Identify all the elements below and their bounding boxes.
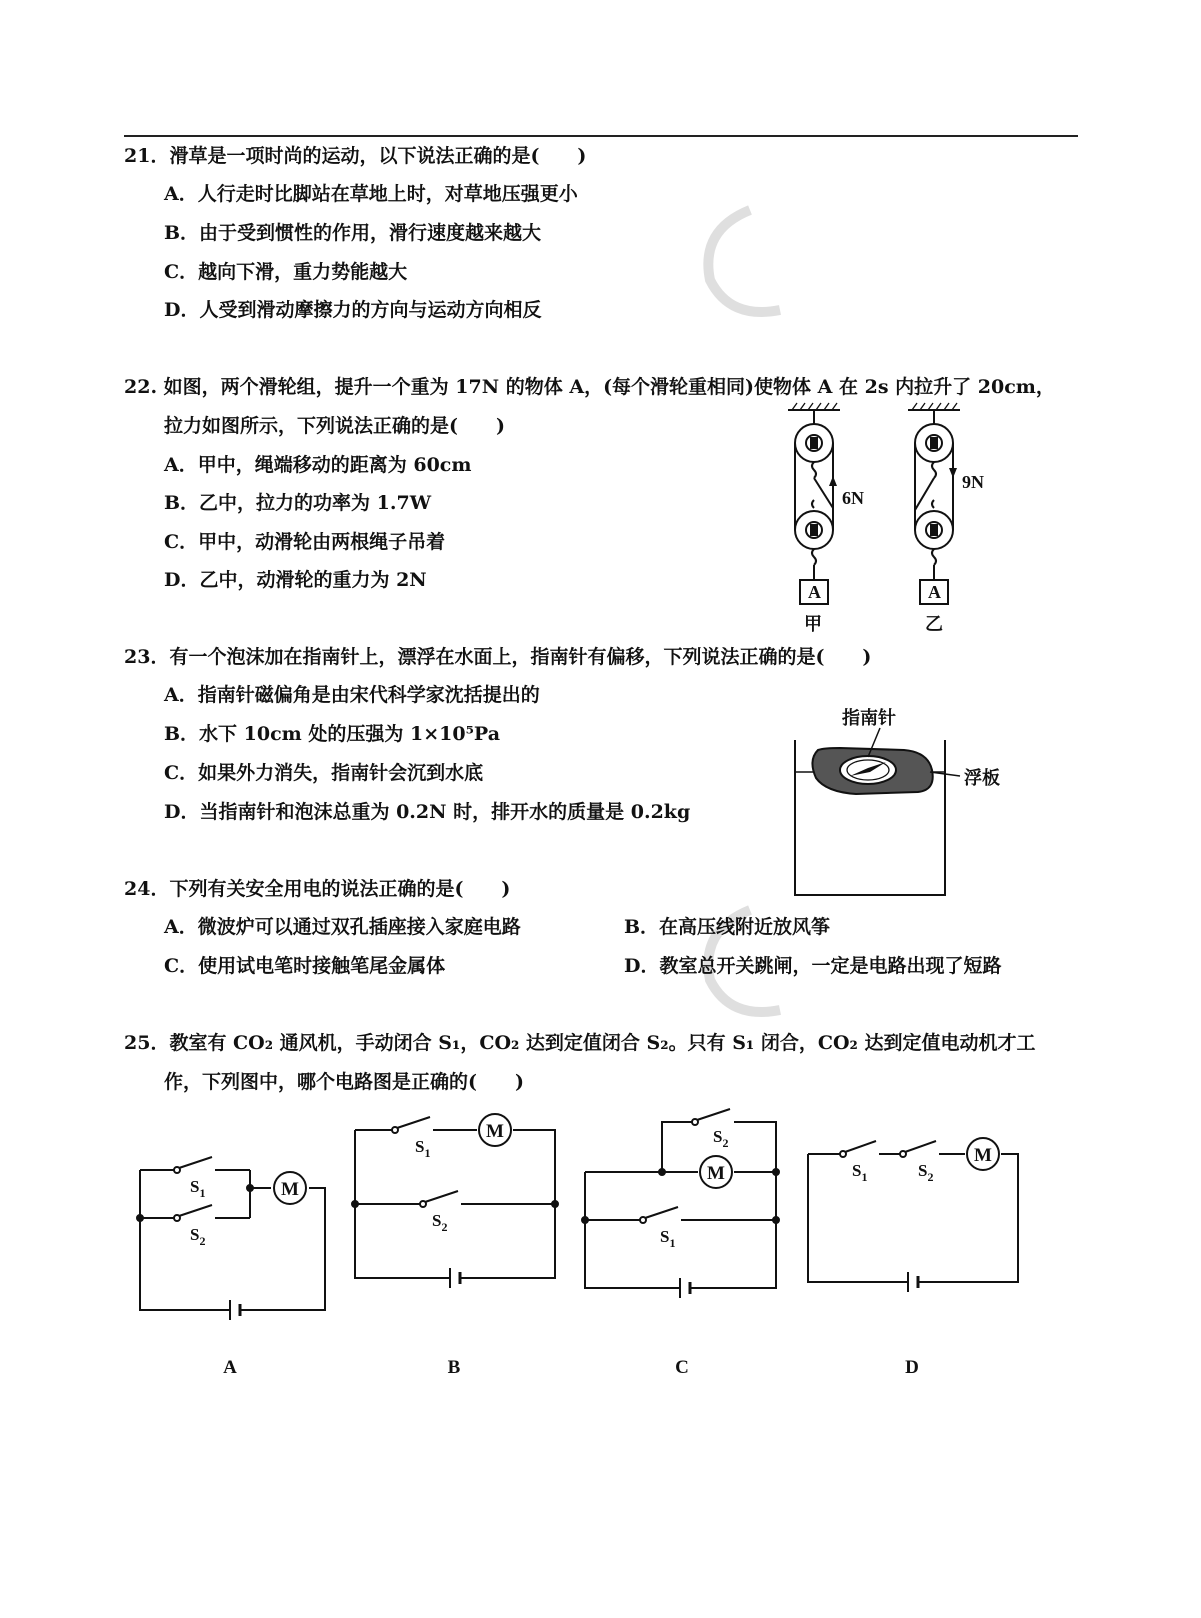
circuit-caption-b: B	[447, 1357, 461, 1378]
block-label-jia: A	[808, 582, 821, 602]
circuit-diagrams	[130, 1121, 1070, 1390]
pulley-system-yi	[908, 403, 960, 604]
q23-stem: 23．有一个泡沫加在指南针上，漂浮在水面上，指南针有偏移，下列说法正确的是( )	[124, 646, 872, 668]
q21-option-a: A．人行走时比脚站在草地上时，对草地压强更小	[164, 183, 578, 205]
caption-yi: 乙	[925, 614, 943, 634]
q24-option-b: B．在高压线附近放风筝	[624, 916, 831, 938]
q24-stem: 24．下列有关安全用电的说法正确的是( )	[124, 878, 511, 900]
circuit-caption-d: D	[905, 1357, 919, 1378]
q24-option-d: D．教室总开关跳闸，一定是电路出现了短路	[624, 955, 1002, 977]
force-label-jia: 6N	[842, 488, 864, 508]
q22-option-c: C．甲中，动滑轮由两根绳子吊着	[164, 531, 446, 553]
circuit-c	[582, 1109, 779, 1298]
q21-option-b: B．由于受到惯性的作用，滑行速度越来越大	[164, 222, 542, 244]
compass-label: 指南针	[842, 708, 896, 728]
board-label: 浮板	[964, 768, 1000, 788]
switch-s1-d: $S_1$	[852, 1161, 868, 1184]
force-label-yi: 9N	[962, 472, 984, 492]
pulley-figure	[780, 398, 1010, 658]
switch-s1-a: $S_1$	[190, 1177, 206, 1200]
switch-s1-b: $S_1$	[415, 1137, 431, 1160]
q21-option-d: D．人受到滑动摩擦力的方向与运动方向相反	[164, 299, 542, 321]
watermark-logo-2	[690, 900, 810, 1020]
switch-s2-c: $S_2$	[713, 1127, 729, 1150]
q24-option-a: A．微波炉可以通过双孔插座接入家庭电路	[164, 916, 521, 938]
motor-label-d: M	[974, 1145, 992, 1166]
q23-option-b: B．水下 10cm 处的压强为 1×10⁵Pa	[164, 723, 501, 745]
q22-stem-line1: 22. 如图，两个滑轮组，提升一个重为 17N 的物体 A，(每个滑轮重相同)使物体 A 在 2s 内拉升了 20cm，	[124, 376, 1055, 398]
q22-stem-line2: 拉力如图所示，下列说法正确的是( )	[164, 415, 505, 437]
q22-option-a: A．甲中，绳端移动的距离为 60cm	[164, 454, 472, 476]
caption-jia: 甲	[804, 614, 822, 634]
q22-option-b: B．乙中，拉力的功率为 1.7W	[164, 492, 432, 514]
block-label-yi: A	[928, 582, 941, 602]
q23-option-a: A．指南针磁偏角是由宋代科学家沈括提出的	[164, 684, 540, 706]
motor-label-c: M	[707, 1163, 725, 1184]
header-rule	[124, 135, 1078, 137]
switch-s2-a: $S_2$	[190, 1225, 206, 1248]
q21-stem: 21．滑草是一项时尚的运动，以下说法正确的是( )	[124, 145, 587, 167]
motor-label-a: M	[281, 1179, 299, 1200]
pulley-system-jia	[788, 403, 840, 604]
motor-label-b: M	[486, 1121, 504, 1142]
switch-s2-b: $S_2$	[432, 1211, 448, 1234]
circuit-caption-a: A	[223, 1357, 237, 1378]
compass-float-figure	[780, 710, 1040, 900]
q24-option-c: C．使用试电笔时接触笔尾金属体	[164, 955, 446, 977]
q25-stem-line1: 25．教室有 CO₂ 通风机，手动闭合 S₁，CO₂ 达到定值闭合 S₂。只有 S₁ 闭合，CO₂ 达到定值电动机才工	[124, 1032, 1036, 1054]
circuit-caption-c: C	[675, 1357, 689, 1378]
q21-option-c: C．越向下滑，重力势能越大	[164, 261, 408, 283]
q23-option-d: D．当指南针和泡沫总重为 0.2N 时，排开水的质量是 0.2kg	[164, 801, 691, 823]
q22-option-d: D．乙中，动滑轮的重力为 2N	[164, 569, 427, 591]
switch-s1-c: $S_1$	[660, 1227, 676, 1250]
watermark-logo	[680, 180, 920, 340]
q23-option-c: C．如果外力消失，指南针会沉到水底	[164, 762, 484, 784]
circuit-b	[352, 1114, 558, 1288]
q25-stem-line2: 作，下列图中，哪个电路图是正确的( )	[164, 1071, 524, 1093]
switch-s2-d: $S_2$	[918, 1161, 934, 1184]
